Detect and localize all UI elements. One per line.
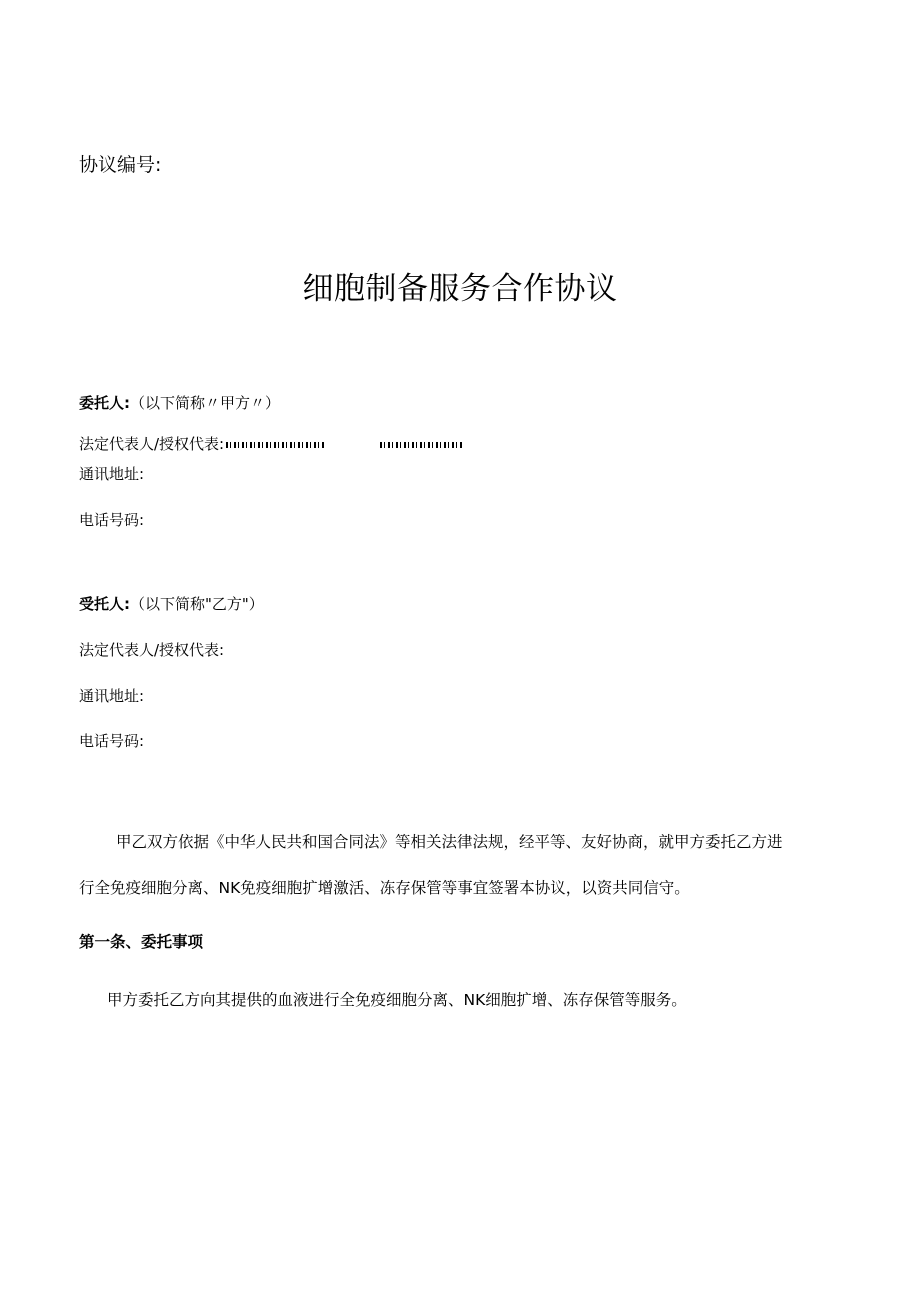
party-a-heading [79,393,280,413]
party-a-address-label: 通讯地址: [79,465,145,483]
party-a-rep-label: 法定代表人/授权代表: [79,435,225,453]
party-a-phone-label: 电话号码: [79,511,145,529]
party-b-address-label: 通讯地址: [79,687,145,705]
party-a-label: 委托人: [79,394,130,412]
preamble-line-2: 行全免疫细胞分离、NK免疫细胞扩增激活、冻存保管等事宜签署本协议，以资共同信守。 [79,879,690,897]
document-title: 细胞制备服务合作协议 [302,271,618,307]
party-b-heading [79,594,264,614]
party-b-rep-label: 法定代表人/授权代表: [79,641,225,659]
agreement-number-label: 协议编号: [79,154,162,176]
redacted-mark [226,442,326,448]
redacted-mark [380,442,464,448]
party-a-alias: （以下简称〃甲方〃） [130,394,281,412]
article-1-body: 甲方委托乙方向其提供的血液进行全免疫细胞分离、NK细胞扩增、冻存保管等服务。 [107,991,687,1009]
article-1-heading: 第一条、委托事项 [79,933,204,951]
preamble-line-1: 甲乙双方依据《中华人民共和国合同法》等相关法律法规，经平等、友好协商，就甲方委托乙方进 [116,833,783,851]
party-b-label: 受托人: [79,595,130,613]
party-b-alias: （以下简称"乙方"） [130,595,264,613]
party-a-representative [79,434,464,454]
party-b-phone-label: 电话号码: [79,732,145,750]
